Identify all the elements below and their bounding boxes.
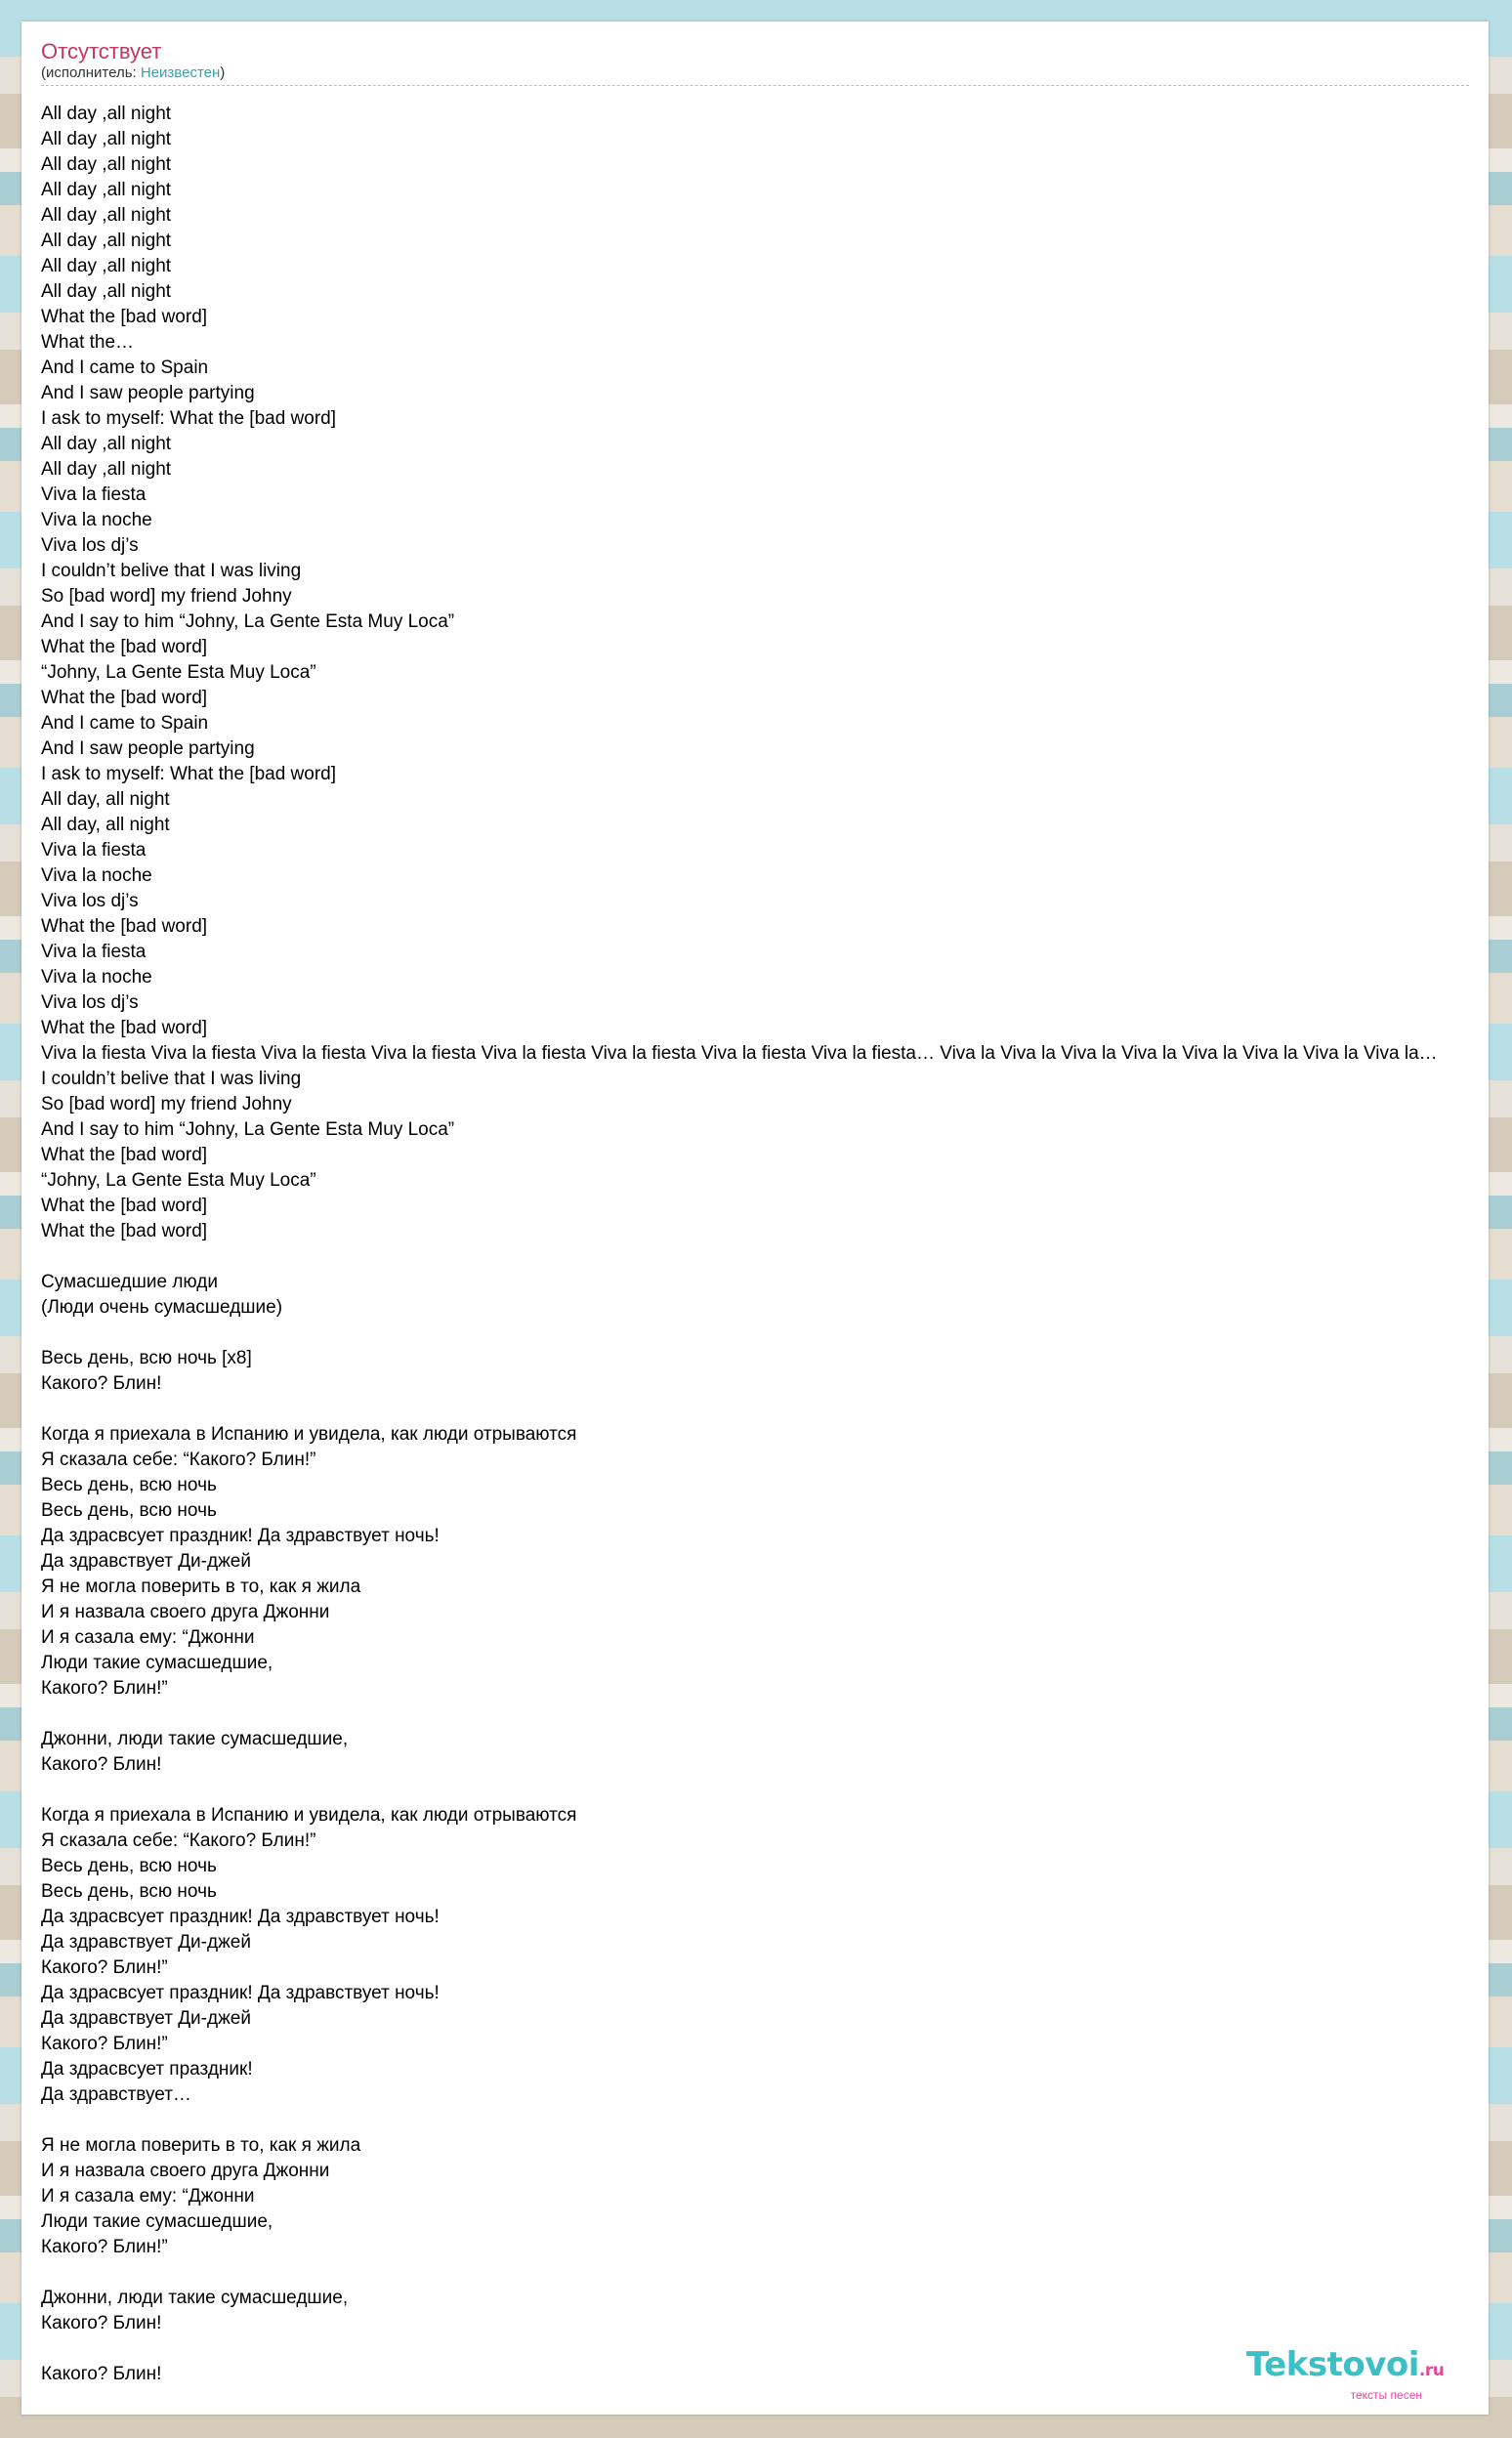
lyric-line: Я сказала себе: “Какого? Блин!” <box>41 1450 316 1470</box>
lyric-line: Сумасшедшие люди <box>41 1272 218 1292</box>
lyric-line: All day ,all night <box>41 231 172 251</box>
lyric-line: All day ,all night <box>41 104 172 124</box>
lyric-blank-line <box>41 1244 1489 1270</box>
lyric-blank-line <box>41 1778 1489 1803</box>
lyric-line: Джонни, люди такие сумасшедшие, <box>41 1729 349 1749</box>
lyric-line: Да здрасвсует праздник! Да здравствует ночь! <box>41 1526 440 1546</box>
lyric-line: All day ,all night <box>41 205 172 226</box>
lyric-line: All day ,all night <box>41 154 172 175</box>
lyric-line: Viva la fiesta Viva la fiesta Viva la fiesta Viva la fiesta Viva la fiesta Viva la fiesta Viva la fiesta Viva la fiesta… Viva la Viva la Viva la Viva la Viva la Viva la Viva la Viva la… <box>41 1043 1438 1064</box>
lyric-line: Viva la noche <box>41 967 152 988</box>
artist-suffix: ) <box>220 64 226 81</box>
lyrics-card <box>21 21 1489 2415</box>
lyric-line: Да здравствует Ди-джей <box>41 1932 251 1953</box>
lyric-line: All day ,all night <box>41 459 172 480</box>
lyric-line: I couldn’t belive that I was living <box>41 561 302 581</box>
lyric-line: And I saw people partying <box>41 383 255 403</box>
lyric-line: Весь день, всю ночь <box>41 1500 217 1521</box>
artist-line <box>41 64 1469 82</box>
lyric-line: And I came to Spain <box>41 713 209 734</box>
lyric-line: Да здравствует Ди-джей <box>41 2008 251 2029</box>
artist-prefix: (исполнитель: <box>41 64 141 81</box>
lyric-line: All day ,all night <box>41 256 172 276</box>
lyric-line: Весь день, всю ночь <box>41 1856 217 1876</box>
lyric-line: All day ,all night <box>41 281 172 302</box>
lyric-line: Какого? Блин!” <box>41 1957 168 1978</box>
lyric-blank-line <box>41 1321 1489 1346</box>
lyric-line: Какого? Блин! <box>41 2313 162 2333</box>
logo-tagline: тексты песен <box>1350 2388 1422 2402</box>
lyric-line: So [bad word] my friend Johny <box>41 1094 292 1114</box>
lyric-line: Когда я приехала в Испанию и увидела, как люди отрываются <box>41 1805 577 1826</box>
logo-tld: .ru <box>1418 2361 1445 2380</box>
lyric-line: Да здрасвсует праздник! Да здравствует ночь! <box>41 1983 440 2003</box>
lyric-line: What the [bad word] <box>41 307 208 327</box>
lyric-line: Я не могла поверить в то, как я жила <box>41 1576 361 1597</box>
lyric-line: Люди такие сумасшедшие, <box>41 2211 273 2232</box>
lyric-line: Да здравствует… <box>41 2084 191 2105</box>
logo-name: Tekstovoi <box>1246 2345 1419 2384</box>
lyric-line: Я не могла поверить в то, как я жила <box>41 2135 361 2156</box>
lyric-line: And I saw people partying <box>41 738 255 759</box>
lyric-line: What the [bad word] <box>41 1018 208 1038</box>
lyric-line: And I came to Spain <box>41 357 209 378</box>
lyric-line: What the… <box>41 332 135 353</box>
lyric-line: I ask to myself: What the [bad word] <box>41 408 337 429</box>
lyric-line: Viva los dj’s <box>41 891 139 911</box>
lyric-line: What the [bad word] <box>41 1145 208 1165</box>
lyric-line: Какого? Блин! <box>41 1754 162 1775</box>
lyric-line: Какого? Блин! <box>41 2364 162 2384</box>
lyric-line: What the [bad word] <box>41 637 208 657</box>
lyric-line: What the [bad word] <box>41 916 208 937</box>
song-header <box>41 39 1469 86</box>
lyric-line: И я сазала ему: “Джонни <box>41 2186 255 2207</box>
lyric-line: And I say to him “Johny, La Gente Esta Muy Loca” <box>41 1119 455 1140</box>
artist-link[interactable]: Неизвестен <box>140 64 221 81</box>
lyric-line: I ask to myself: What the [bad word] <box>41 764 337 784</box>
lyric-line: Viva la noche <box>41 865 152 886</box>
lyric-line: Да здравствует Ди-джей <box>41 1551 251 1572</box>
lyric-blank-line <box>41 2260 1489 2286</box>
lyric-line: Когда я приехала в Испанию и увидела, как люди отрываются <box>41 1424 577 1445</box>
lyric-line: Какого? Блин!” <box>41 1678 168 1699</box>
lyric-line: Весь день, всю ночь <box>41 1475 217 1495</box>
lyric-line: What the [bad word] <box>41 1221 208 1241</box>
lyric-line: And I say to him “Johny, La Gente Esta Muy Loca” <box>41 611 455 632</box>
lyric-line: I couldn’t belive that I was living <box>41 1069 302 1089</box>
lyric-line: Какого? Блин!” <box>41 2034 168 2054</box>
lyric-line: И я назвала своего друга Джонни <box>41 1602 330 1622</box>
lyric-line: Я сказала себе: “Какого? Блин!” <box>41 1830 316 1851</box>
lyric-line: All day ,all night <box>41 180 172 200</box>
lyric-blank-line <box>41 1702 1489 1727</box>
lyric-line: All day, all night <box>41 789 170 810</box>
lyric-line: Viva la fiesta <box>41 840 147 861</box>
lyric-line: All day ,all night <box>41 434 172 454</box>
lyric-line: Какого? Блин!” <box>41 2237 168 2257</box>
lyric-line: All day, all night <box>41 815 170 835</box>
logo-wordmark <box>1246 2346 1451 2389</box>
lyric-line: Viva la fiesta <box>41 942 147 962</box>
lyric-line: “Johny, La Gente Esta Muy Loca” <box>41 662 316 683</box>
lyric-line: Viva los dj’s <box>41 535 139 556</box>
lyric-line: Джонни, люди такие сумасшедшие, <box>41 2288 349 2308</box>
lyric-line: What the [bad word] <box>41 688 208 708</box>
lyric-blank-line <box>41 2108 1489 2133</box>
lyric-line: Весь день, всю ночь <box>41 1881 217 1902</box>
lyric-line: И я сазала ему: “Джонни <box>41 1627 255 1648</box>
lyric-line: “Johny, La Gente Esta Muy Loca” <box>41 1170 316 1191</box>
lyric-line: Да здрасвсует праздник! <box>41 2059 253 2080</box>
lyric-line: What the [bad word] <box>41 1196 208 1216</box>
lyric-line: Какого? Блин! <box>41 1373 162 1394</box>
lyrics-text <box>41 102 1489 2387</box>
lyric-line: (Люди очень сумасшедшие) <box>41 1297 283 1318</box>
lyric-line: Люди такие сумасшедшие, <box>41 1653 273 1673</box>
song-title: Отсутствует <box>41 39 162 63</box>
lyric-line: Viva los dj’s <box>41 992 139 1013</box>
lyric-line: Viva la noche <box>41 510 152 530</box>
lyric-line: Viva la fiesta <box>41 484 147 505</box>
lyric-line: So [bad word] my friend Johny <box>41 586 292 607</box>
lyric-line: All day ,all night <box>41 129 172 149</box>
lyric-blank-line <box>41 1397 1489 1422</box>
lyric-line: Да здрасвсует праздник! Да здравствует ночь! <box>41 1907 440 1927</box>
site-logo[interactable] <box>1246 2345 1451 2402</box>
lyric-line: Весь день, всю ночь [x8] <box>41 1348 252 1368</box>
lyric-line: И я назвала своего друга Джонни <box>41 2161 330 2181</box>
